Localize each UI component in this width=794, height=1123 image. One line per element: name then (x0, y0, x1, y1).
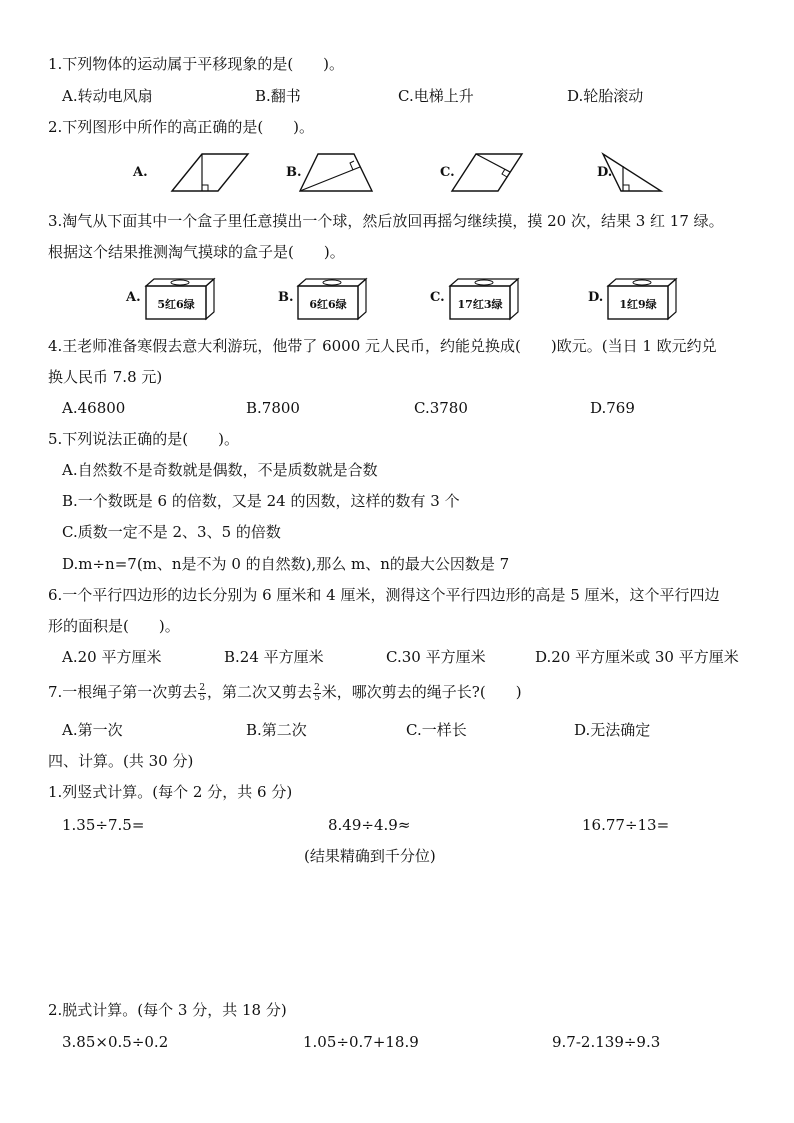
q3-box-a (126, 276, 226, 322)
q6-option-b: B.24 平方厘米 (224, 648, 324, 666)
q3-box-b-label: 6红6绿 (309, 298, 347, 311)
q2-figure-d (595, 150, 675, 196)
q1-option-b: B.翻书 (255, 87, 301, 105)
q7-stem-part3: 米，哪次剪去的绳子长?( ) (321, 683, 522, 701)
parallelogram-c-diagram (438, 150, 528, 196)
q3-box-c-letter: C. (430, 290, 445, 305)
q4-option-a: A.46800 (62, 399, 126, 417)
calc2-item-2: 1.05÷0.7+18.9 (303, 1033, 419, 1051)
q6-option-d: D.20 平方厘米或 30 平方厘米 (535, 648, 739, 666)
q6-option-c: C.30 平方厘米 (386, 648, 486, 666)
q2-figure-c (438, 150, 528, 196)
q2-stem: 2.下列图形中所作的高正确的是( )。 (48, 118, 315, 136)
parallelogram-a-diagram (130, 150, 260, 196)
q7-fraction-1-denominator: 5 (199, 692, 206, 703)
q4-option-c: C.3780 (414, 399, 468, 417)
q1-option-d: D.轮胎滚动 (567, 87, 644, 105)
q6-stem-line1: 6.一个平行四边形的边长分别为 6 厘米和 4 厘米，测得这个平行四边形的高是 5 厘米，这个平行四边 (48, 586, 720, 604)
q2-figure-b (284, 150, 384, 196)
q4-option-d: D.769 (590, 399, 635, 417)
q3-box-c-label: 17红3绿 (457, 298, 503, 311)
q7-stem-part2: ，第二次又剪去 (207, 683, 313, 701)
q3-stem-line1: 3.淘气从下面其中一个盒子里任意摸出一个球，然后放回再摇匀继续摸，摸 20 次，结果 3 红 17 绿。 (48, 212, 724, 230)
q1-option-c: C.电梯上升 (398, 87, 474, 105)
section4-title: 四、计算。(共 30 分) (48, 752, 194, 770)
q5-option-a: A.自然数不是奇数就是偶数，不是质数就是合数 (62, 461, 378, 479)
q7-fraction-2-denominator: 5 (314, 692, 320, 703)
q7-stem (48, 682, 522, 703)
q3-box-d-letter: D. (588, 290, 604, 305)
q5-stem: 5.下列说法正确的是( )。 (48, 430, 240, 448)
q5-option-c: C.质数一定不是 2、3、5 的倍数 (62, 523, 281, 541)
q7-option-a: A.第一次 (62, 721, 123, 739)
q3-box-a-label: 5红6绿 (157, 298, 195, 311)
q3-box-a-letter: A. (126, 290, 141, 305)
q4-stem-line1: 4.王老师准备寒假去意大利游玩，他带了 6000 元人民币，约能兑换成( )欧元。(当日 1 欧元约兑 (48, 337, 717, 355)
q6-option-a: A.20 平方厘米 (62, 648, 162, 666)
triangle-d-diagram (595, 150, 675, 196)
q7-stem-part1: 7.一根绳子第一次剪去 (48, 683, 198, 701)
section4-part1-title: 1.列竖式计算。(每个 2 分，共 6 分) (48, 783, 293, 801)
q2-figure-c-label: C. (440, 165, 455, 180)
q2-figure-d-label: D. (597, 165, 613, 180)
q7-fraction-2 (313, 684, 321, 703)
q5-option-b: B.一个数既是 6 的倍数，又是 24 的因数，这样的数有 3 个 (62, 492, 460, 510)
q2-figure-a-label: A. (133, 165, 148, 180)
q2-figure-b-label: B. (286, 165, 302, 180)
q3-box-b-letter: B. (278, 290, 294, 305)
q5-option-d: D.m÷n=7(m、n是不为 0 的自然数),那么 m、n的最大公因数是 7 (62, 555, 510, 573)
q6-stem-line2: 形的面积是( )。 (48, 617, 180, 635)
q3-stem-line2: 根据这个结果推测淘气摸球的盒子是( )。 (48, 243, 345, 261)
q3-box-c (430, 276, 530, 322)
section4-part2-title: 2.脱式计算。(每个 3 分，共 18 分) (48, 1001, 287, 1019)
q2-figure-a (130, 150, 260, 196)
q1-stem: 1.下列物体的运动属于平移现象的是( )。 (48, 55, 345, 73)
q7-fraction-2-numerator: 2 (314, 682, 320, 693)
calc2-item-1: 3.85×0.5÷0.2 (62, 1033, 169, 1051)
q3-box-d-label: 1红9绿 (619, 298, 657, 311)
q1-option-a: A.转动电风扇 (62, 87, 153, 105)
q4-option-b: B.7800 (246, 399, 300, 417)
calc1-item-3: 16.77÷13= (582, 816, 670, 834)
trapezoid-b-diagram (284, 150, 384, 196)
calc1-item-2: 8.49÷4.9≈ (328, 816, 411, 834)
q7-option-d: D.无法确定 (574, 721, 651, 739)
calc2-item-3: 9.7-2.139÷9.3 (552, 1033, 661, 1051)
q7-option-b: B.第二次 (246, 721, 307, 739)
q3-box-b (278, 276, 378, 322)
calc1-item-1: 1.35÷7.5= (62, 816, 145, 834)
calc1-precision-note: (结果精确到千分位) (304, 847, 436, 865)
q7-fraction-1-numerator: 2 (199, 682, 206, 693)
q7-option-c: C.一样长 (406, 721, 467, 739)
q3-box-d (588, 276, 688, 322)
q7-fraction-1 (198, 684, 206, 703)
q4-stem-line2: 换人民币 7.8 元) (48, 368, 163, 386)
